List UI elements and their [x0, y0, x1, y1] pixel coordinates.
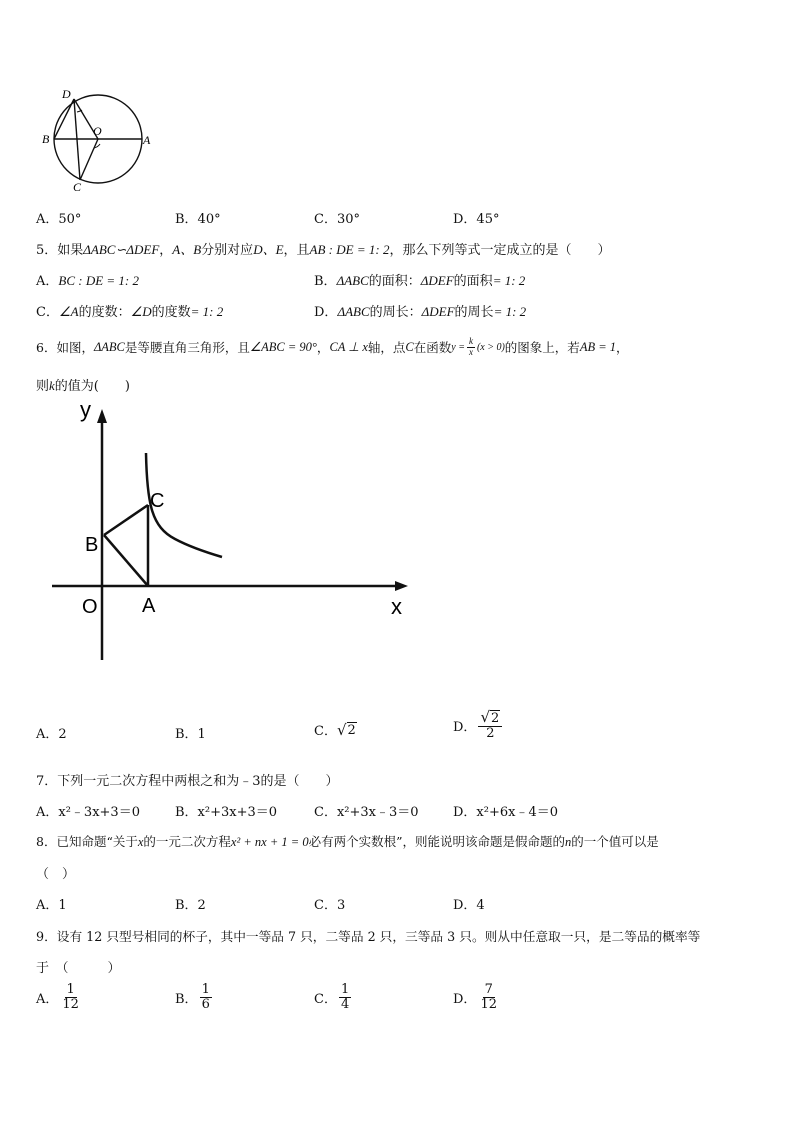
q9-option-a-fraction [60, 983, 81, 1011]
q5-option-c-m2: ∠D [130, 304, 152, 319]
y-axis-arrow [97, 409, 107, 423]
q6-stem-m2: ∠ABC = 90° [249, 340, 317, 354]
q6-func-y: y = [451, 341, 465, 353]
q8-option-a[interactable]: A．1 [36, 898, 67, 913]
q5-option-c-t2: 的度数 [151, 305, 191, 320]
q5-option-d-m2: ΔDEF [421, 304, 455, 319]
circle-figure [36, 84, 166, 194]
q6-option-d-radicand: 2 [491, 711, 500, 726]
q7-option-d[interactable]: D．x²+6x﹣4＝0 [453, 805, 559, 820]
q4-option-d[interactable]: D．45° [453, 212, 500, 227]
q5-stem [36, 239, 610, 258]
q5-option-d[interactable] [314, 301, 526, 320]
graph-label-b: B [85, 534, 99, 556]
q7-stem: 7．下列一元二次方程中两根之和为﹣3的是（ ） [36, 774, 339, 789]
x-axis-arrow [395, 581, 408, 591]
q5-option-a-math: BC : DE = 1: 2 [58, 273, 140, 288]
q9-option-b-fraction [200, 983, 212, 1011]
q9-option-d[interactable] [453, 983, 501, 1011]
q5-stem-h: ，那么下列等式一定成立的是（ ） [389, 243, 611, 258]
q6-stem-m3: CA ⊥ x [329, 340, 368, 354]
q5-option-a[interactable] [36, 270, 139, 289]
q5-option-d-m1: ΔABC [337, 304, 370, 319]
q9-option-b[interactable] [175, 983, 214, 1011]
q9-option-a-den: 12 [62, 996, 79, 1012]
q9-option-c-num: 1 [340, 982, 350, 997]
q6-stem-d: 轴，点 [367, 340, 406, 355]
q5-stem-f: ，且 [283, 243, 310, 258]
label-d: D [62, 87, 71, 101]
q6-func-fraction [467, 337, 475, 357]
q6-line2-a: 则 [36, 379, 50, 394]
q9-option-b-label: B． [175, 991, 198, 1007]
q5-stem-e: D、E [253, 242, 284, 257]
label-o: O [93, 124, 102, 138]
q6-option-c-label: C． [314, 724, 337, 739]
graph-label-o: O [82, 596, 98, 618]
q5-option-d-t1: 的周长： [369, 305, 422, 320]
q8-option-b[interactable]: B．2 [175, 898, 206, 913]
q9-stem: 9．设有 12 只型号相同的杯子，其中一等品 7 只，二等品 2 只，三等品 3 只。则从中任意取一只，是二等品的概率等 [36, 929, 701, 944]
q6-option-c[interactable] [314, 720, 357, 739]
q5-option-c-t1: 的度数： [78, 305, 131, 320]
q6-option-d-sqrt-sign: √ [480, 708, 490, 726]
q5-stem-d: 分别对应 [201, 243, 254, 258]
q5-stem-a: 5．如果 [36, 243, 84, 258]
q6-stem-f: 的图象上，若 [504, 340, 580, 355]
q4-option-a[interactable]: A．50° [36, 212, 82, 227]
q6-line2-b: 的值为( ) [54, 379, 130, 394]
q8-option-d[interactable]: D．4 [453, 898, 485, 913]
q9-option-a-label: A． [36, 991, 59, 1007]
q5-option-b[interactable] [314, 270, 525, 289]
label-a: A [143, 133, 151, 147]
q5-stem-g: AB : DE = 1: 2 [309, 242, 390, 257]
q5-option-c[interactable] [36, 301, 223, 320]
q6-stem-b: 是等腰直角三角形，且 [124, 340, 250, 355]
q4-option-c[interactable]: C．30° [314, 212, 360, 227]
q9-option-c[interactable] [314, 983, 353, 1011]
q6-func-k: k [468, 336, 473, 347]
q8-stem-b: 的一元二次方程 [143, 834, 231, 849]
q6-option-b[interactable]: B．1 [175, 727, 206, 742]
graph-label-y: y [80, 397, 91, 422]
q8-stem-n: n [564, 835, 572, 849]
q9-option-d-fraction [478, 983, 499, 1011]
q5-option-a-label: A． [36, 274, 59, 289]
q5-option-c-label: C． [36, 305, 59, 320]
q5-option-c-m3: = 1: 2 [190, 304, 224, 319]
q6-option-d-numerator [478, 710, 502, 727]
q8-stem [36, 832, 659, 850]
q4-option-b[interactable]: B．40° [175, 212, 221, 227]
q6-stem-m5: AB = 1 [579, 339, 617, 354]
q5-option-c-m1: ∠A [58, 304, 79, 319]
q8-stem-c: 必有两个实数根”，则能说明该命题是假命题的 [308, 834, 565, 849]
graph-label-x: x [391, 594, 402, 619]
q5-option-b-t1: 的面积： [368, 274, 421, 289]
q9-option-a-num: 1 [66, 982, 75, 997]
q9-option-c-fraction [339, 983, 351, 1011]
q7-option-b[interactable]: B．x²+3x+3＝0 [175, 805, 278, 820]
q6-line2-k: k [49, 378, 55, 393]
q8-stem-line2: （ ） [36, 867, 76, 882]
segment-bc [104, 505, 148, 535]
label-c: C [73, 180, 82, 194]
q6-func-x: x [468, 346, 473, 357]
q6-stem-e: 在函数 [413, 340, 452, 355]
q9-option-c-den: 4 [340, 996, 350, 1012]
q8-stem-a: 8．已知命题“关于 [36, 834, 138, 849]
q5-option-b-t2: 的面积 [453, 274, 493, 289]
q6-option-c-radicand: 2 [347, 722, 356, 738]
q9-option-d-den: 12 [480, 996, 497, 1012]
graph-label-c: C [150, 490, 165, 512]
q8-option-c[interactable]: C．3 [314, 898, 346, 913]
q5-option-b-m1: ΔABC [336, 273, 369, 288]
chord-bd [54, 99, 74, 139]
q6-option-a[interactable]: A．2 [36, 727, 67, 742]
q6-stem-line2 [36, 375, 130, 394]
q6-option-d-label: D． [453, 719, 477, 735]
q9-option-b-den: 6 [201, 996, 210, 1012]
q9-option-b-num: 1 [201, 982, 210, 997]
q7-option-c[interactable]: C．x²+3x﹣3＝0 [314, 805, 419, 820]
q6-option-c-sqrt-sign: √ [336, 720, 347, 739]
segment-ba [104, 535, 148, 586]
q8-stem-eq: x² + nx + 1 = 0 [230, 835, 309, 849]
q9-option-d-num: 7 [484, 982, 493, 997]
q6-stem [36, 333, 629, 361]
q9-option-a[interactable] [36, 983, 83, 1011]
q5-stem-rel: ΔABC∽ΔDEF [83, 242, 160, 257]
q5-option-d-t2: 的周长 [454, 305, 494, 320]
q6-func-cond: (x > 0) [476, 341, 505, 353]
q9-option-c-label: C． [314, 991, 337, 1007]
q5-option-b-m2: ΔDEF [420, 273, 454, 288]
q9-option-d-label: D． [453, 991, 477, 1007]
segment-oc [80, 139, 98, 180]
q6-graph [40, 395, 420, 670]
q6-option-d[interactable] [453, 710, 504, 740]
q5-option-d-label: D． [314, 305, 338, 320]
q6-option-d-fraction [478, 710, 502, 740]
q6-stem-a: 6．如图， [36, 340, 94, 355]
q9-stem-line2: 于 （ ） [36, 961, 121, 976]
q5-stem-b: ， [159, 243, 173, 258]
graph-label-a: A [142, 595, 156, 617]
label-b: B [42, 132, 50, 146]
q6-option-d-denominator: 2 [486, 725, 495, 741]
q7-option-a[interactable]: A．x²﹣3x+3＝0 [36, 805, 140, 820]
q8-stem-x: x [137, 835, 144, 849]
q5-option-b-label: B． [314, 274, 337, 289]
q5-stem-c: A、B [172, 242, 202, 257]
q5-option-d-m3: = 1: 2 [493, 304, 527, 319]
q8-stem-d: 的一个值可以是 [571, 834, 659, 849]
q6-stem-g: ， [616, 340, 629, 355]
q6-stem-m4: C [405, 339, 414, 354]
q5-option-b-m3: = 1: 2 [492, 273, 526, 288]
q6-stem-m1: ΔABC [93, 339, 125, 354]
q6-stem-c: ， [316, 340, 330, 355]
